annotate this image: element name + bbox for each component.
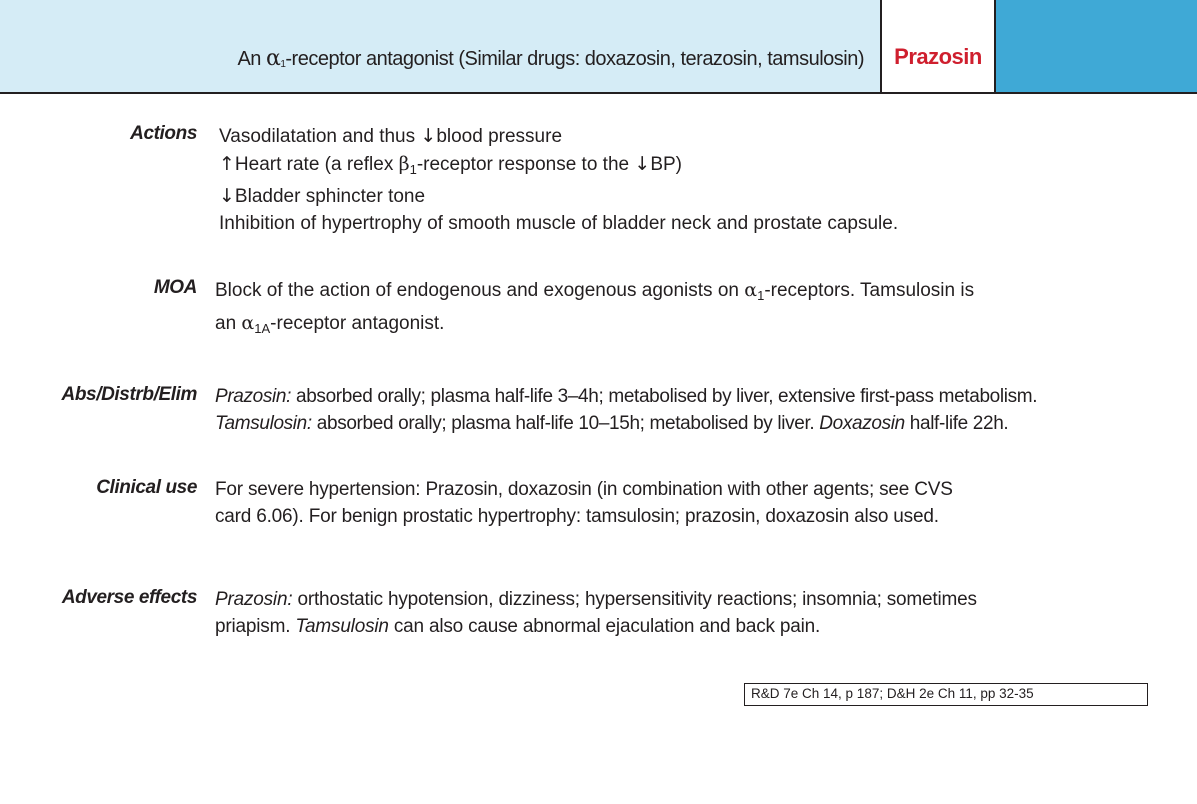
alpha-symbol: α <box>744 279 758 301</box>
section-content-adverse-effects <box>215 587 977 640</box>
reference-box: R&D 7e Ch 14, p 187; D&H 2e Ch 11, pp 32-35 <box>744 683 1148 706</box>
down-arrow-icon: ↓ <box>219 185 235 207</box>
title-box <box>880 0 996 92</box>
moa-line-2: an $\alpha_{1A}$-receptor antagonist. <box>215 311 445 336</box>
section-content-clinical-use <box>215 477 953 530</box>
alpha-symbol: α <box>241 311 255 334</box>
section-label-clinical-use: Clinical use <box>96 477 197 498</box>
actions-line-3: ↓Bladder sphincter tone <box>219 185 426 207</box>
actions-line-4: Inhibition of hypertrophy of smooth muscle of bladder neck and prostate capsule. <box>219 212 899 234</box>
section-label-actions: Actions <box>130 123 197 144</box>
actions-line-1: Vasodilatation and thus ↓blood pressure <box>219 125 563 147</box>
moa-line-1: Block of the action of endogenous and exogenous agonists on $\alpha_1$-receptors. Tamsulosin is <box>215 279 975 303</box>
header-accent-block <box>996 0 1197 92</box>
section-label-moa: MOA <box>153 277 197 298</box>
section-content-actions <box>219 123 898 237</box>
alpha-symbol: α <box>265 46 281 71</box>
section-label-adverse-effects: Adverse effects <box>61 587 197 608</box>
section-label-abs: Abs/Distrb/Elim <box>61 384 197 405</box>
abs-line-2: Tamsulosin: absorbed orally; plasma half-life 10–15h; metabolised by liver. Doxazosin half-life 22h. <box>215 412 1009 434</box>
down-arrow-icon: ↓ <box>634 152 651 175</box>
clinical-line-1: For severe hypertension: Prazosin, doxazosin (in combination with other agents; see CVS <box>215 479 953 500</box>
adverse-line-2: priapism. Tamsulosin can also cause abnormal ejaculation and back pain. <box>215 615 821 637</box>
actions-line-2: ↑Heart rate (a reflex $\beta_1$-receptor response to the ↓BP) <box>219 152 682 177</box>
section-content-moa <box>215 277 974 342</box>
page-title: Prazosin <box>894 44 982 69</box>
down-arrow-icon: ↓ <box>420 125 437 147</box>
drug-class-subtitle <box>237 46 864 71</box>
clinical-line-2: card 6.06). For benign prostatic hypertrophy: tamsulosin; prazosin, doxazosin also used. <box>215 505 939 527</box>
abs-line-1: Prazosin: absorbed orally; plasma half-life 3–4h; metabolised by liver, extensive first-pass metabolism. <box>215 386 1038 407</box>
alpha-subscript: 1 <box>280 59 286 70</box>
up-arrow-icon: ↑ <box>219 152 235 175</box>
beta-symbol: β <box>398 152 410 175</box>
subtitle-prefix: An <box>237 48 261 70</box>
adverse-line-1: Prazosin: orthostatic hypotension, dizziness; hypersensitivity reactions; insomnia; sometimes <box>215 589 977 610</box>
section-content-abs <box>215 384 1037 437</box>
subtitle-text: -receptor antagonist (Similar drugs: doxazosin, terazosin, tamsulosin) <box>285 48 864 70</box>
